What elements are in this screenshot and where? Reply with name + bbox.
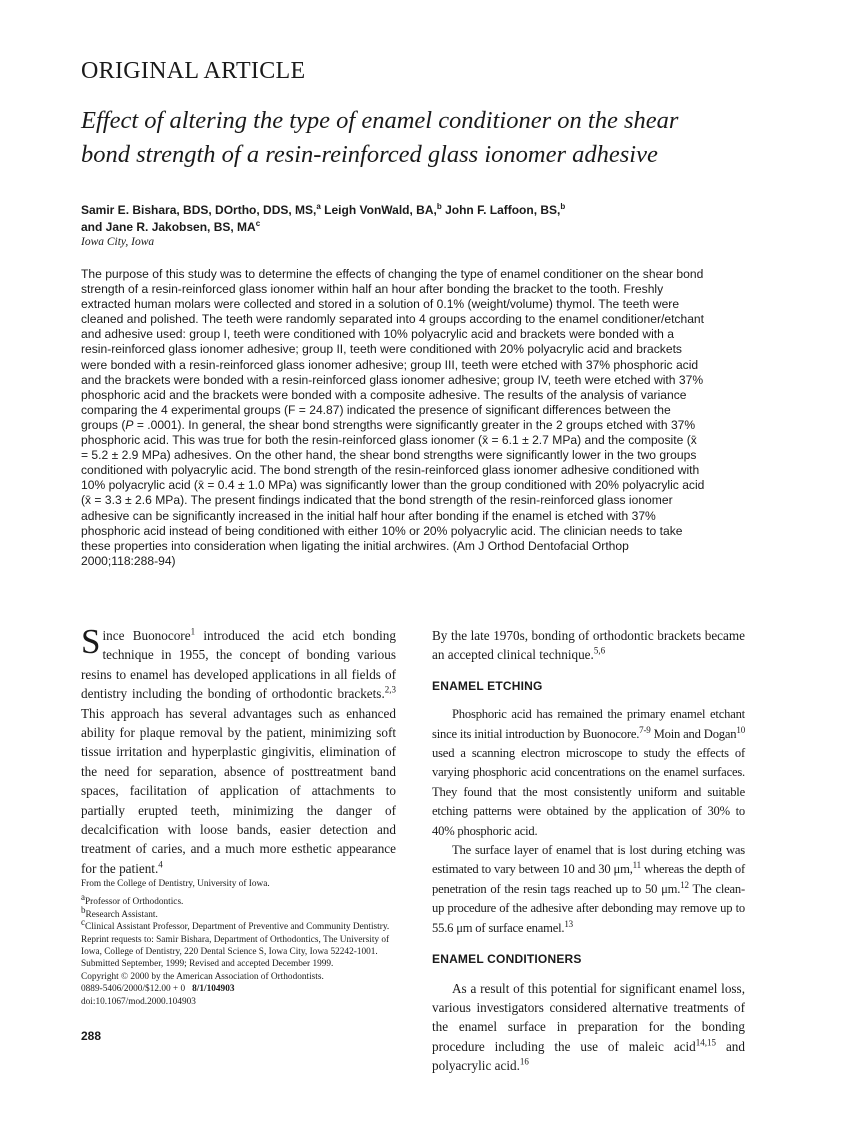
drop-cap: S [81, 622, 101, 661]
author-affiliation-mark: c [255, 219, 261, 228]
paragraph-surface-layer [432, 841, 745, 938]
reference-mark: 7-9 [639, 724, 651, 735]
footnote-affiliation: From the College of Dentistry, University of Iowa. [81, 879, 270, 889]
footnote-issn [81, 983, 401, 995]
paragraph-text: Moin and Dogan [650, 726, 737, 741]
author-affiliation-mark: b [560, 202, 566, 211]
paragraph-text: Phosphoric acid has remained the primary enamel etchant since its initial introduction by Buonocore. [432, 707, 745, 741]
footnote-mark: b [81, 904, 86, 915]
title-line-2: bond strength of a resin-reinforced glass ionomer adhesive [81, 141, 658, 168]
paragraph-text: By the late 1970s, bonding of orthodontic brackets became an accepted clinical technique. [432, 628, 745, 663]
footnote-doi: doi:10.1067/mod.2000.104903 [81, 996, 196, 1007]
paragraph-bonding-history [432, 626, 745, 665]
footnote-mark: c [81, 917, 85, 928]
footnote-research-assistant [81, 904, 401, 921]
author-jakobsen: and Jane R. Jakobsen, BS, MA [81, 220, 256, 234]
paragraph-text: As a result of this potential for significant enamel loss, various investigators considered alternative treatments of the enamel surface in preparation for the bonding procedure including the use of maleic acid [432, 980, 745, 1054]
heading-enamel-conditioners: ENAMEL CONDITIONERS [432, 952, 582, 967]
reference-mark: 10 [736, 724, 745, 735]
author-affiliation-mark: b [436, 202, 442, 211]
reference-mark: 5,6 [593, 646, 606, 657]
paragraph-conditioners [432, 979, 745, 1076]
reference-mark: 14,15 [695, 1037, 717, 1048]
p-value-symbol: P [125, 417, 134, 432]
author-affiliation-mark: a [316, 202, 321, 211]
reference-mark: 11 [632, 860, 641, 871]
reference-mark: 16 [519, 1056, 529, 1067]
paragraph-text: The surface layer of enamel that is lost during etching was estimated to vary between 10 and 30 μm, [432, 843, 745, 877]
abstract-text-part-1: The purpose of this study was to determine the effects of changing the type of enamel conditioner on the shear bond strength of a resin-reinforced glass ionomer within half an hour after bonding the bracket to the tooth. Freshly extracted human molars were collected and stored in a solution of 0.1% (weight/volume) thymol. The teeth were cleaned and polished. The teeth were randomly separated into 4 groups according to the enamel conditioner/etchant and adhesive used: group I, teeth were conditioned with 10% polyacrylic acid and brackets were bonded with a resin-reinforced glass ionomer adhesive; group II, teeth were conditioned with 20% polyacrylic acid and brackets were bonded with a resin-reinforced glass ionomer adhesive; group III, teeth were etched with 37% phosphoric acid and the brackets were bonded with a resin-reinforced glass ionomer adhesive; group IV, teeth were etched with 37% phosphoric acid and the brackets were bonded with a composite adhesive. The results of the analysis of variance comparing the 4 experimental groups (F = 24.87) indicated the presence of significant differences between the groups ( [81, 267, 705, 432]
author-laffoon: John F. Laffoon, BS, [441, 203, 561, 217]
footnote-mark: a [81, 892, 85, 903]
footnote-reprint-requests: Reprint requests to: Samir Bishara, Department of Orthodontics, The University of Iowa, College of Dentistry, 220 Dental Science S, Iowa City, Iowa 52242-1001. [81, 934, 390, 958]
paragraph-text: used a scanning electron microscope to study the effects of varying phosphoric acid concentrations on the enamel surfaces. They found that the most consistently uniform and suitable etching patterns were obtained by the application of 30% to 40% phosphoric acid. [432, 746, 745, 838]
footnote-text: Clinical Assistant Professor, Department of Preventive and Community Dentistry. [85, 922, 390, 933]
reference-mark: 2,3 [384, 684, 396, 695]
footnote-professor [81, 892, 401, 908]
reference-mark: 1 [190, 626, 196, 637]
intro-text-b: introduced the acid etch bonding technique in 1955, the concept of bonding various resins to enamel has developed applications in all fields of dentistry including the bonding of orthodontic brackets. [81, 628, 396, 702]
abstract [81, 267, 706, 569]
footnote-clinical-professor [81, 917, 401, 933]
article-title [81, 104, 781, 172]
paragraph-text: and polyacrylic acid. [432, 1038, 745, 1074]
intro-paragraph [81, 622, 396, 878]
abstract-text-part-2: = .0001). In general, the shear bond strengths were significantly greater in the 2 groups etched with 37% phosphoric acid. This was true for both the resin-reinforced glass ionomer (x̄ = 6.1 ± 2.7 MPa) and the composite (x̄ = 5.2 ± 2.9 MPa) adhesives. On the other hand, the shear bond strengths were significantly lower in the two groups conditioned with polyacrylic acid. The bond strength of the resin-reinforced glass ionomer adhesive conditioned with 10% polyacrylic acid (x̄ = 0.4 ± 1.0 MPa) was significantly lower than the group conditioned with 20% polyacrylic acid (x̄ = 3.3 ± 2.6 MPa). The present findings indicated that the bond strength of the resin-reinforced glass ionomer adhesive can be significantly increased in the initial half hour after bonding if the enamel is etched with 37% phosphoric acid instead of being conditioned with either 10% or 20% polyacrylic acid. The clinician needs to take these properties into consideration when ligating the initial archwires. (Am J Orthod Dentofacial Orthop 2000;118:288-94) [81, 417, 705, 568]
intro-text-a: ince Buonocore [102, 628, 191, 643]
footnote-text: Research Assistant. [85, 909, 158, 920]
section-label: ORIGINAL ARTICLE [81, 58, 306, 84]
author-location: Iowa City, Iowa [81, 236, 155, 248]
paragraph-text: whereas the depth of penetration of the resin tags reached up to 50 μm. [432, 862, 745, 896]
author-list [81, 202, 761, 236]
author-bishara: Samir E. Bishara, BDS, DOrtho, DDS, MS, [81, 203, 317, 217]
reference-mark: 12 [680, 879, 689, 890]
footnotes [81, 878, 401, 1008]
author-vonwald: Leigh VonWald, BA, [320, 203, 437, 217]
reference-mark: 4 [158, 859, 163, 870]
paragraph-text: The clean-up procedure of the adhesive after debonding may remove up to 55.6 μm of surface enamel. [432, 881, 746, 935]
author-line-2 [81, 219, 761, 236]
author-line-1 [81, 202, 761, 219]
title-line-1: Effect of altering the type of enamel conditioner on the shear [81, 107, 679, 134]
intro-text-c: This approach has several advantages such as enhanced ability for plaque removal by the patient, minimizing soft tissue irritation and hyperplastic gingivitis, elimination of the need for separation, absence of posttreatment band spaces, facilitation of application of attachments to partially erupted teeth, minimizing the danger of decalcification with loose bands, easier detection and treatment of caries, and a much more esthetic appearance for the patient. [81, 705, 396, 876]
footnote-text: 8/1/104903 [192, 984, 235, 995]
reference-mark: 13 [564, 918, 573, 929]
footnote-text: Professor of Orthodontics. [85, 897, 184, 908]
body-column-left [81, 622, 396, 878]
footnote-submission-dates: Submitted September, 1999; Revised and accepted December 1999. [81, 959, 334, 970]
page-number: 288 [81, 1029, 102, 1043]
footnote-text: 0889-5406/2000/$12.00 + 0 [81, 984, 186, 995]
paragraph-phosphoric-acid [432, 705, 745, 841]
body-column-right [432, 626, 745, 1076]
heading-enamel-etching: ENAMEL ETCHING [432, 678, 543, 693]
footnote-copyright: Copyright © 2000 by the American Association of Orthodontists. [81, 971, 324, 982]
